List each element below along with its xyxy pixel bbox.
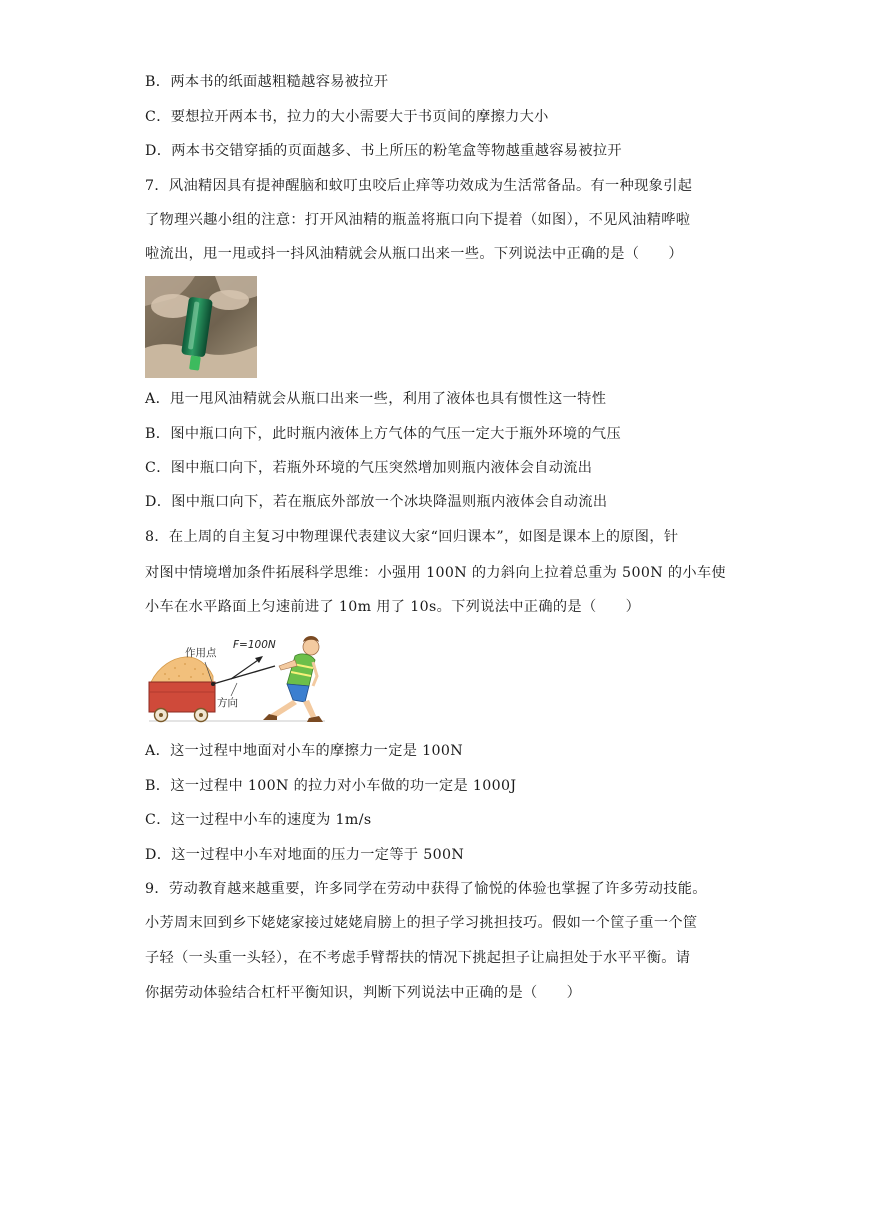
q6-option-c: C．要想拉开两本书，拉力的大小需要大于书页间的摩擦力大小: [145, 109, 549, 125]
q8-option-c: C．这一过程中小车的速度为 1m/s: [145, 812, 372, 828]
q7-stem-line-2: 了物理兴趣小组的注意：打开风油精的瓶盖将瓶口向下提着（如图），不见风油精哗啦: [145, 212, 691, 228]
q7-stem-line-3: 啦流出，甩一甩或抖一抖风油精就会从瓶口出来一些。下列说法中正确的是（ ）: [145, 246, 683, 262]
fig-label-force: F=100N: [233, 639, 276, 651]
q9-stem-line-3: 子轻（一头重一头轻），在不考虑手臂帮扶的情况下挑起担子让扁担处于水平平衡。请: [145, 950, 691, 966]
q9-stem-line-1: 9．劳动教育越来越重要，许多同学在劳动中获得了愉悦的体验也掌握了许多劳动技能。: [145, 881, 707, 897]
q9-stem-line-4: 你据劳动体验结合杠杆平衡知识，判断下列说法中正确的是（ ）: [145, 985, 582, 1001]
q7-option-d: D．图中瓶口向下，若在瓶底外部放一个冰块降温则瓶内液体会自动流出: [145, 494, 608, 510]
oil-bottle-photo: [145, 276, 257, 378]
q8-option-d: D．这一过程中小车对地面的压力一定等于 500N: [145, 847, 465, 863]
cart-pull-figure: [145, 630, 335, 726]
q8-option-a: A．这一过程中地面对小车的摩擦力一定是 100N: [145, 743, 464, 759]
q8-stem-line-3: 小车在水平路面上匀速前进了 10m 用了 10s。下列说法中正确的是（ ）: [145, 599, 641, 615]
q9-stem-line-2: 小芳周末回到乡下姥姥家接过姥姥肩膀上的担子学习挑担技巧。假如一个筐子重一个筐: [145, 915, 698, 931]
q8-stem-line-2: 对图中情境增加条件拓展科学思维：小强用 100N 的力斜向上拉着总重为 500N 的小车使: [145, 565, 726, 581]
q7-option-a: A．甩一甩风油精就会从瓶口出来一些，利用了液体也具有惯性这一特性: [145, 391, 607, 407]
q7-option-b: B．图中瓶口向下，此时瓶内液体上方气体的气压一定大于瓶外环境的气压: [145, 426, 621, 442]
q7-option-c: C．图中瓶口向下，若瓶外环境的气压突然增加则瓶内液体会自动流出: [145, 460, 593, 476]
fig-label-action-point: 作用点: [185, 647, 217, 659]
q6-option-b: B．两本书的纸面越粗糙越容易被拉开: [145, 74, 389, 90]
fig-label-direction: 方向: [217, 697, 238, 709]
q8-option-b: B．这一过程中 100N 的拉力对小车做的功一定是 1000J: [145, 778, 517, 794]
q8-stem-line-1: 8．在上周的自主复习中物理课代表建议大家“回归课本”，如图是课本上的原图，针: [145, 529, 679, 545]
q7-stem-line-1: 7．风油精因具有提神醒脑和蚊叮虫咬后止痒等功效成为生活常备品。有一种现象引起: [145, 178, 693, 194]
q6-option-d: D．两本书交错穿插的页面越多、书上所压的粉笔盒等物越重越容易被拉开: [145, 143, 622, 159]
